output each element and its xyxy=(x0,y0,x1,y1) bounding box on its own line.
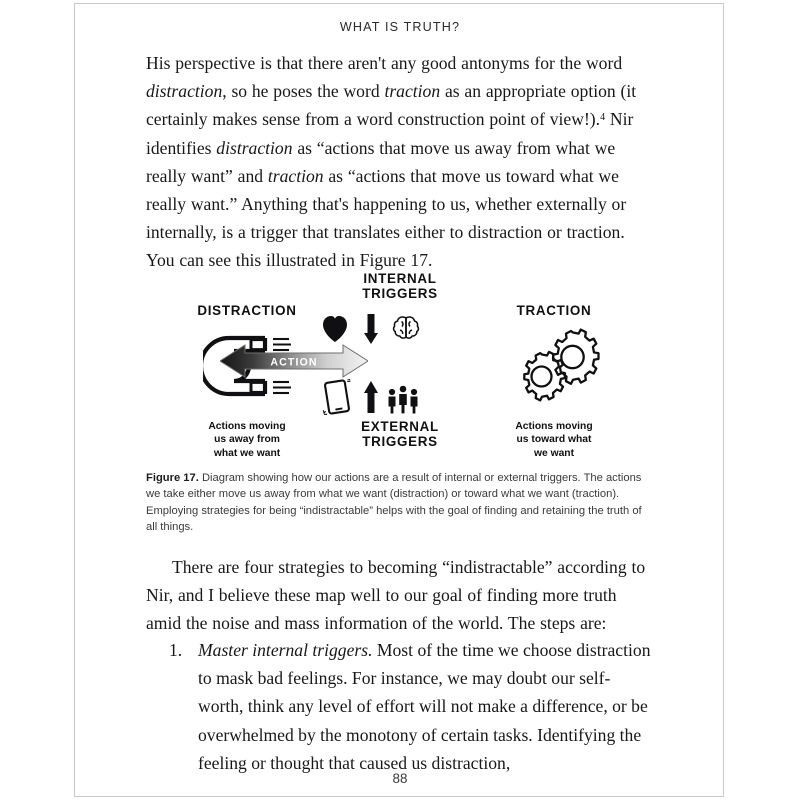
intro-italic-traction-1: traction xyxy=(384,81,441,102)
intro-text-1: His perspective is that there aren't any good antonyms for the word xyxy=(146,53,623,73)
heart-icon xyxy=(323,316,347,342)
figure-caption-label: Figure 17. xyxy=(146,472,199,484)
paragraph-strategies: There are four strategies to becoming “indistractable” according to Nir, and I believe these map well to our goal of finding more truth amid the noise and mass information of the world. The steps are: xyxy=(146,557,646,634)
internal-trigger-icons xyxy=(321,312,421,346)
steps-list xyxy=(146,636,654,777)
smartphone-icon xyxy=(318,379,355,415)
external-title-line2: TRIGGERS xyxy=(362,434,438,449)
gears-icon xyxy=(517,328,601,406)
people-icon xyxy=(389,386,418,414)
list-item-italic-lead: Master internal triggers. xyxy=(198,640,373,660)
running-head: WHAT IS TRUTH? xyxy=(339,20,461,34)
internal-title-line1: INTERNAL xyxy=(363,271,437,286)
list-item-marker: 1. xyxy=(169,640,183,660)
page-number: 88 xyxy=(392,771,408,786)
intro-text-5: as “actions that move us away from what we really want” and xyxy=(146,137,616,186)
intro-text-4: Nir identifies xyxy=(146,109,634,158)
intro-italic-distraction-2: distraction xyxy=(216,137,293,158)
diagram-label-external-triggers xyxy=(311,419,489,449)
book-page xyxy=(74,3,724,797)
external-trigger-icons xyxy=(317,379,425,415)
figure-caption xyxy=(146,470,654,536)
external-title-line1: EXTERNAL xyxy=(361,419,439,434)
diagram-label-internal-triggers xyxy=(311,271,489,301)
intro-text-6: as “actions that move us toward what we really want.” Anything that's happening to us, whether externally or internally, is a trigger that translates either to distraction or traction. You can see this illustrated in Figure 17. xyxy=(146,165,627,271)
intro-italic-traction-2: traction xyxy=(267,165,324,186)
action-double-arrow xyxy=(220,343,368,379)
figure-17-diagram xyxy=(146,262,654,462)
diagram-subtitle-distraction: Actions moving us away from what we want xyxy=(208,421,286,459)
list-item-text: Most of the time we choose distraction to mask bad feelings. For instance, we may doubt our self-worth, think any level of effort will not make a difference, or be overwhelmed by the monotony of certain tasks. Identifying the feeling or thought that caused us distraction, xyxy=(198,640,651,773)
list-item xyxy=(146,636,654,777)
action-arrow-label: ACTION xyxy=(270,356,318,369)
intro-text-3: as an appropriate option (it certainly makes sense from a word construction point of view!). xyxy=(146,81,637,130)
paragraph-intro xyxy=(146,49,654,275)
arrow-up-icon xyxy=(364,381,378,413)
arrow-down-icon xyxy=(364,314,378,344)
brain-icon xyxy=(394,317,419,338)
internal-title-line2: TRIGGERS xyxy=(362,286,438,301)
diagram-label-distraction: DISTRACTION xyxy=(197,303,297,318)
diagram-subtitle-traction: Actions moving us toward what we want xyxy=(515,421,593,459)
diagram-label-traction: TRACTION xyxy=(516,303,592,318)
intro-italic-distraction-1: distraction xyxy=(146,81,223,102)
figure-caption-text: Diagram showing how our actions are a result of internal or external triggers. The actions we take either move us away from what we want (distraction) or toward what we want (traction). Employing strategies for being “indistractable” helps with the goal of finding and retaining the truth of all things. xyxy=(146,472,642,534)
footnote-marker: 4 xyxy=(600,112,606,124)
intro-text-2: , so he poses the word xyxy=(222,81,385,102)
